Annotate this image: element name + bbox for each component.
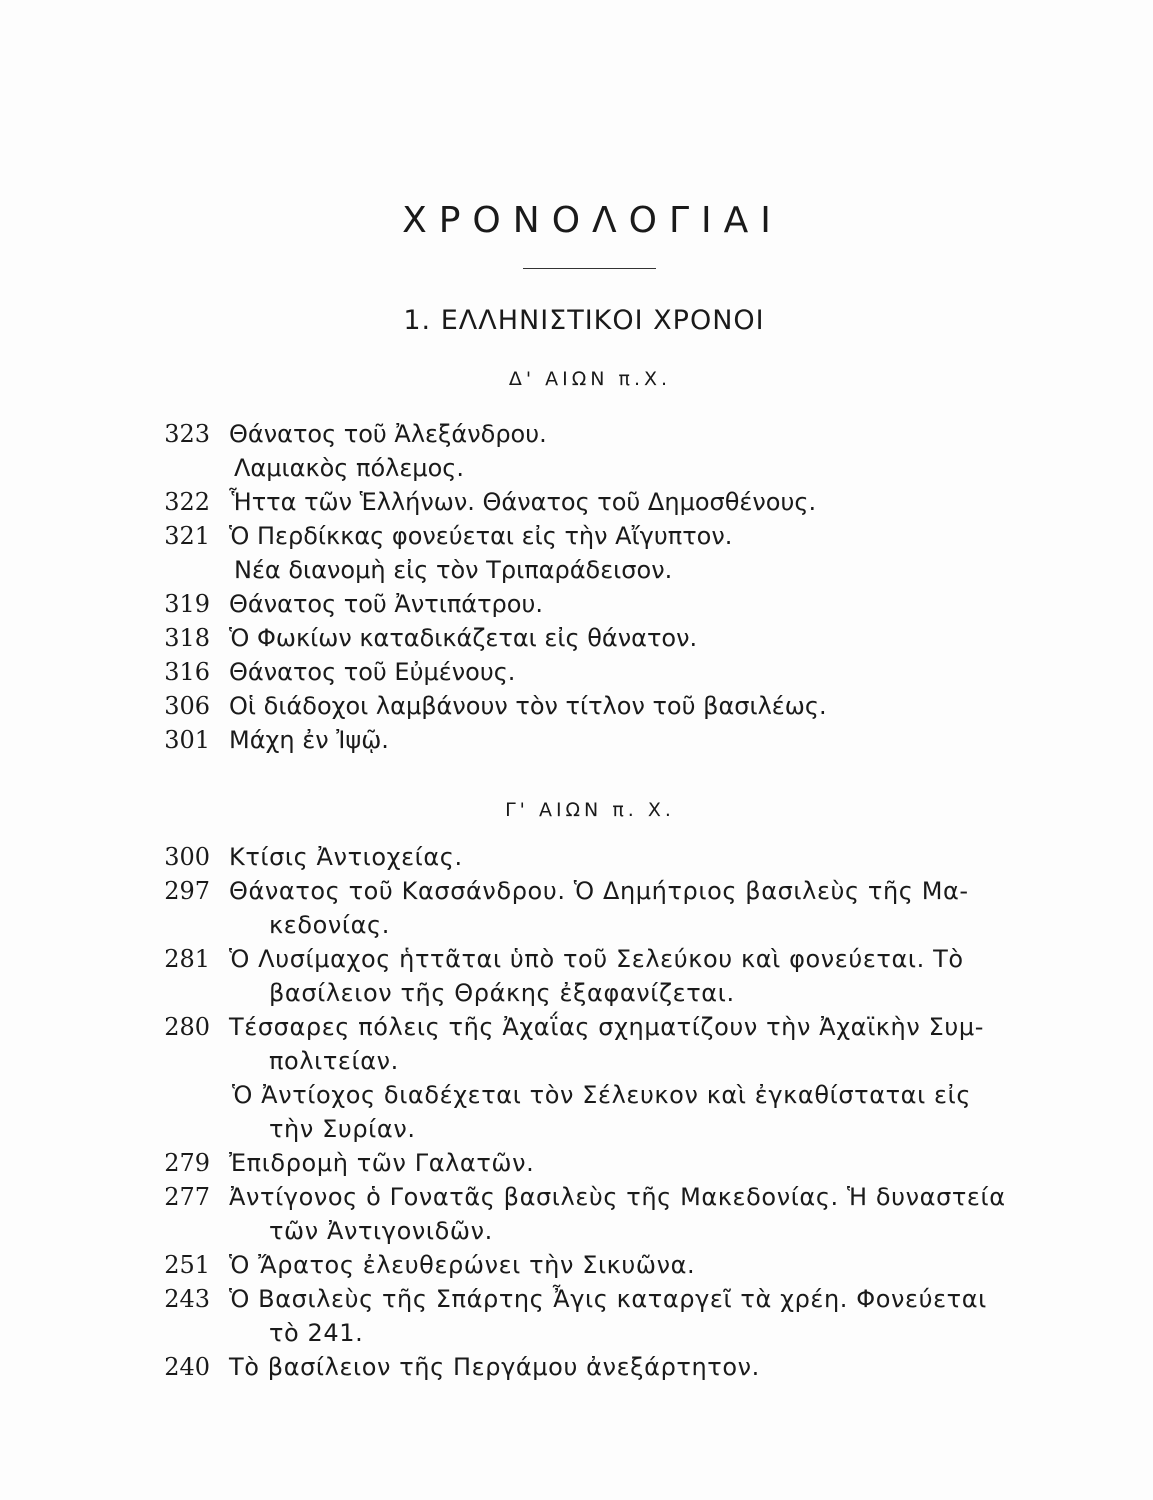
chronology-entry <box>0 1146 1153 1180</box>
title-divider <box>523 268 656 269</box>
chronology-entry <box>0 1350 1153 1384</box>
century-heading-4th: Δ' ΑΙΩΝ π.Χ. <box>508 368 672 390</box>
chronology-list-3rd-century <box>0 840 1153 1384</box>
entry-line: Ὁ Ἄρατος ἐλευθερώνει τὴν Σικυῶνα. <box>229 1251 696 1279</box>
entry-line: τὸ 241. <box>269 1319 364 1347</box>
entry-line: Θάνατος τοῦ Εὐμένους. <box>229 658 516 686</box>
century-heading-3rd: Γ' ΑΙΩΝ π. Χ. <box>505 799 675 821</box>
chronology-entry <box>0 587 1153 621</box>
entry-year: 319 <box>164 590 210 618</box>
chronology-entry <box>0 874 1153 942</box>
entry-line: Θάνατος τοῦ Κασσάνδρου. Ὁ Δημήτριος βασιλεὺς τῆς Μα- <box>229 877 969 905</box>
entry-year: 240 <box>164 1353 210 1381</box>
entry-year: 280 <box>164 1013 210 1041</box>
entry-year: 316 <box>164 658 210 686</box>
entry-year: 322 <box>164 488 210 516</box>
entry-year: 279 <box>164 1149 210 1177</box>
chronology-entry <box>0 1078 1153 1146</box>
entry-year: 321 <box>164 522 210 550</box>
entry-line: Ὁ Φωκίων καταδικάζεται εἰς θάνατον. <box>229 624 698 652</box>
entry-line: κεδονίας. <box>269 911 390 939</box>
chronology-entry <box>0 621 1153 655</box>
chronology-entry <box>0 485 1153 519</box>
entry-year: 243 <box>164 1285 210 1313</box>
entry-line: Λαμιακὸς πόλεμος. <box>234 454 464 482</box>
chronology-entry <box>0 1248 1153 1282</box>
entry-text <box>0 1078 1153 1146</box>
entry-line: Νέα διανομὴ εἰς τὸν Τριπαράδεισον. <box>234 556 673 584</box>
chronology-entry <box>0 655 1153 689</box>
entry-year: 297 <box>164 877 210 905</box>
entry-line: πολιτείαν. <box>269 1047 399 1075</box>
entry-year: 301 <box>164 726 210 754</box>
entry-line: Ἧττα τῶν Ἑλλήνων. Θάνατος τοῦ Δημοσθένους. <box>229 488 817 516</box>
entry-year: 300 <box>164 843 210 871</box>
entry-line: τὴν Συρίαν. <box>269 1115 416 1143</box>
entry-year: 281 <box>164 945 210 973</box>
chronology-entry <box>0 1010 1153 1078</box>
chronology-entry <box>0 1180 1153 1248</box>
entry-line: τῶν Ἀντιγονιδῶν. <box>269 1217 493 1245</box>
entry-line: Ὁ Βασιλεὺς τῆς Σπάρτης Ἆγις καταργεῖ τὰ χρέη. Φονεύεται <box>229 1285 987 1313</box>
entry-year: 318 <box>164 624 210 652</box>
entry-line: Ὁ Περδίκκας φονεύεται εἰς τὴν Αἴγυπτον. <box>229 522 733 550</box>
entry-line: Ἀντίγονος ὁ Γονατᾶς βασιλεὺς τῆς Μακεδονίας. Ἡ δυναστεία <box>229 1183 1006 1211</box>
entry-line: Μάχη ἐν Ἰψῷ. <box>229 726 389 754</box>
chronology-entry <box>0 840 1153 874</box>
chronology-entry <box>0 942 1153 1010</box>
entry-line: βασίλειον τῆς Θράκης ἐξαφανίζεται. <box>269 979 735 1007</box>
entry-line: Οἱ διάδοχοι λαμβάνουν τὸν τίτλον τοῦ βασιλέως. <box>229 692 827 720</box>
entry-year: 323 <box>164 420 210 448</box>
entry-line: Θάνατος τοῦ Ἀλεξάνδρου. <box>229 420 547 448</box>
entry-line: Κτίσις Ἀντιοχείας. <box>229 843 463 871</box>
entry-line: Ὁ Ἀντίοχος διαδέχεται τὸν Σέλευκον καὶ ἐγκαθίσταται εἰς <box>232 1081 972 1109</box>
page-title: ΧΡΟΝΟΛΟΓΙΑΙ <box>402 200 783 241</box>
entry-line: Τέσσαρες πόλεις τῆς Ἀχαΐας σχηματίζουν τὴν Ἀχαϊκὴν Συμ- <box>229 1013 984 1041</box>
section-heading: 1. ΕΛΛΗΝΙΣΤΙΚΟΙ ΧΡΟΝΟΙ <box>403 305 765 336</box>
chronology-entry <box>0 519 1153 587</box>
chronology-entry <box>0 723 1153 757</box>
chronology-list-4th-century <box>0 417 1153 757</box>
chronology-entry <box>0 1282 1153 1350</box>
entry-line: Ἐπιδρομὴ τῶν Γαλατῶν. <box>229 1149 535 1177</box>
chronology-entry <box>0 689 1153 723</box>
entry-year: 306 <box>164 692 210 720</box>
chronology-entry <box>0 417 1153 485</box>
entry-line: Τὸ βασίλειον τῆς Περγάμου ἀνεξάρτητον. <box>229 1353 760 1381</box>
entry-year: 251 <box>164 1251 210 1279</box>
entry-line: Ὁ Λυσίμαχος ἡττᾶται ὑπὸ τοῦ Σελεύκου καὶ φονεύεται. Τὸ <box>229 945 964 973</box>
entry-line: Θάνατος τοῦ Ἀντιπάτρου. <box>229 590 543 618</box>
entry-year: 277 <box>164 1183 210 1211</box>
